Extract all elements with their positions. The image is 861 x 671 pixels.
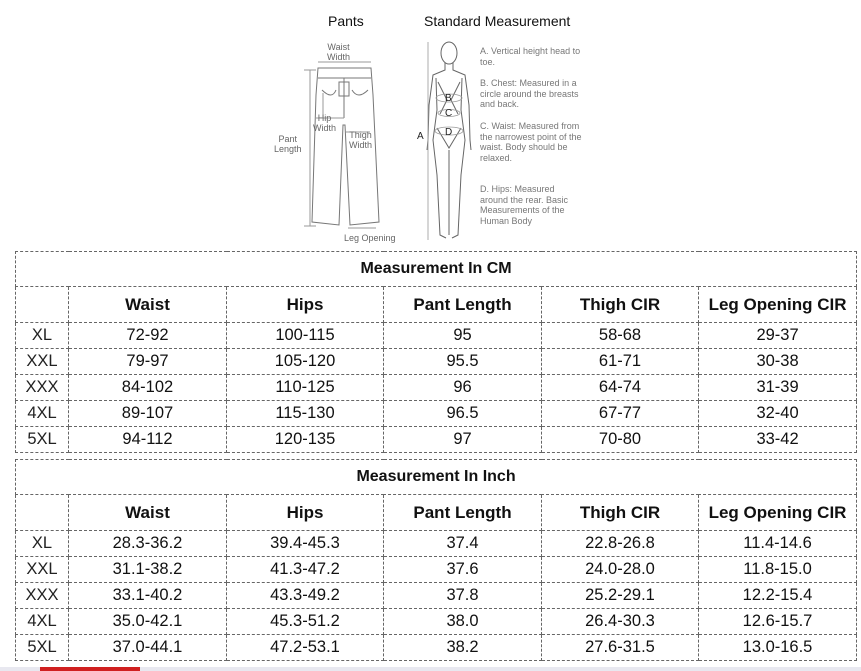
table-cell: 25.2-29.1 (542, 583, 699, 609)
table-row (16, 349, 857, 375)
note-b-text: Chest: Measured in a circle around the breasts and back. (480, 78, 579, 109)
size-table-inch (15, 459, 857, 661)
body-illustration (427, 42, 471, 238)
table-cell: 38.0 (384, 609, 542, 635)
table-cell: 84-102 (69, 375, 227, 401)
table-cell: 97 (384, 427, 542, 453)
table-row (16, 375, 857, 401)
table-cell: 30-38 (699, 349, 857, 375)
table-row (16, 323, 857, 349)
column-header: Leg Opening CIR (699, 287, 857, 323)
table-cell: 27.6-31.5 (542, 635, 699, 661)
table-cell: 70-80 (542, 427, 699, 453)
size-diagram (0, 0, 861, 250)
note-d (480, 184, 585, 226)
body-letter-b: B (445, 93, 452, 104)
size-table-cm (15, 251, 857, 453)
body-letter-c: C (445, 108, 453, 119)
table-row (16, 401, 857, 427)
thigh-width-label: Thigh Width (349, 130, 373, 150)
table-row (16, 557, 857, 583)
table-cell: 96.5 (384, 401, 542, 427)
size-cell: 5XL (16, 427, 69, 453)
table-title: Measurement In Inch (16, 460, 857, 495)
leg-opening-label: Leg Opening (344, 233, 396, 243)
size-cell: 5XL (16, 635, 69, 661)
pant-length-label: Pant Length (274, 134, 302, 154)
diagram-illustration (0, 0, 861, 250)
column-header: Waist (69, 287, 227, 323)
table-cell: 72-92 (69, 323, 227, 349)
table-cell: 31-39 (699, 375, 857, 401)
table-cell: 33.1-40.2 (69, 583, 227, 609)
table-cell: 45.3-51.2 (227, 609, 384, 635)
table-cell: 37.6 (384, 557, 542, 583)
size-cell: XXL (16, 349, 69, 375)
table-cell: 13.0-16.5 (699, 635, 857, 661)
bottom-accent (40, 667, 140, 671)
size-cell: XXX (16, 583, 69, 609)
column-header: Pant Length (384, 495, 542, 531)
column-header (16, 287, 69, 323)
note-b-letter: B. (480, 78, 489, 88)
note-a (480, 46, 585, 67)
column-header: Hips (227, 287, 384, 323)
table-cell: 89-107 (69, 401, 227, 427)
table-cell: 105-120 (227, 349, 384, 375)
table-cell: 37.4 (384, 531, 542, 557)
size-cell: XL (16, 323, 69, 349)
table-cell: 37.0-44.1 (69, 635, 227, 661)
table-cell: 110-125 (227, 375, 384, 401)
table-cell: 95 (384, 323, 542, 349)
table-cell: 37.8 (384, 583, 542, 609)
size-cell: 4XL (16, 609, 69, 635)
table-cell: 61-71 (542, 349, 699, 375)
note-d-letter: D. (480, 184, 489, 194)
table-cell: 29-37 (699, 323, 857, 349)
size-cell: 4XL (16, 401, 69, 427)
table-row (16, 531, 857, 557)
note-c-letter: C. (480, 121, 489, 131)
table-cell: 28.3-36.2 (69, 531, 227, 557)
table-cell: 26.4-30.3 (542, 609, 699, 635)
table-cell: 24.0-28.0 (542, 557, 699, 583)
table-cell: 39.4-45.3 (227, 531, 384, 557)
table-cell: 38.2 (384, 635, 542, 661)
table-cell: 64-74 (542, 375, 699, 401)
table-row (16, 583, 857, 609)
table-cell: 41.3-47.2 (227, 557, 384, 583)
table-cell: 95.5 (384, 349, 542, 375)
column-header: Waist (69, 495, 227, 531)
table-cell: 79-97 (69, 349, 227, 375)
size-cell: XL (16, 531, 69, 557)
note-c-text: Waist: Measured from the narrowest point of the waist. Body should be relaxed. (480, 121, 582, 163)
table-cell: 22.8-26.8 (542, 531, 699, 557)
column-header: Hips (227, 495, 384, 531)
column-header (16, 495, 69, 531)
note-c (480, 121, 585, 163)
column-header: Thigh CIR (542, 287, 699, 323)
note-d-text: Hips: Measured around the rear. Basic Measurements of the Human Body (480, 184, 569, 226)
table-cell: 31.1-38.2 (69, 557, 227, 583)
table-cell: 67-77 (542, 401, 699, 427)
waist-width-label: Waist Width (327, 42, 351, 62)
standard-measurement-title: Standard Measurement (424, 13, 571, 29)
column-header: Leg Opening CIR (699, 495, 857, 531)
body-letter-a: A (417, 131, 424, 142)
table-cell: 32-40 (699, 401, 857, 427)
table-cell: 100-115 (227, 323, 384, 349)
table-cell: 94-112 (69, 427, 227, 453)
table-cell: 12.2-15.4 (699, 583, 857, 609)
note-b (480, 78, 585, 110)
table-cell: 11.4-14.6 (699, 531, 857, 557)
table-cell: 11.8-15.0 (699, 557, 857, 583)
table-row (16, 635, 857, 661)
note-a-text: Vertical height head to toe. (480, 46, 581, 67)
table-cell: 33-42 (699, 427, 857, 453)
column-header: Thigh CIR (542, 495, 699, 531)
pants-title: Pants (328, 13, 364, 29)
size-cell: XXX (16, 375, 69, 401)
table-cell: 35.0-42.1 (69, 609, 227, 635)
table-cell: 96 (384, 375, 542, 401)
table-cell: 43.3-49.2 (227, 583, 384, 609)
table-cell: 12.6-15.7 (699, 609, 857, 635)
table-title: Measurement In CM (16, 252, 857, 287)
table-row (16, 609, 857, 635)
table-cell: 115-130 (227, 401, 384, 427)
body-letter-d: D (445, 127, 453, 138)
table-cell: 58-68 (542, 323, 699, 349)
table-row (16, 427, 857, 453)
hip-width-label: Hip Width (313, 113, 337, 133)
note-a-letter: A. (480, 46, 489, 56)
table-cell: 47.2-53.1 (227, 635, 384, 661)
column-header: Pant Length (384, 287, 542, 323)
table-cell: 120-135 (227, 427, 384, 453)
size-cell: XXL (16, 557, 69, 583)
